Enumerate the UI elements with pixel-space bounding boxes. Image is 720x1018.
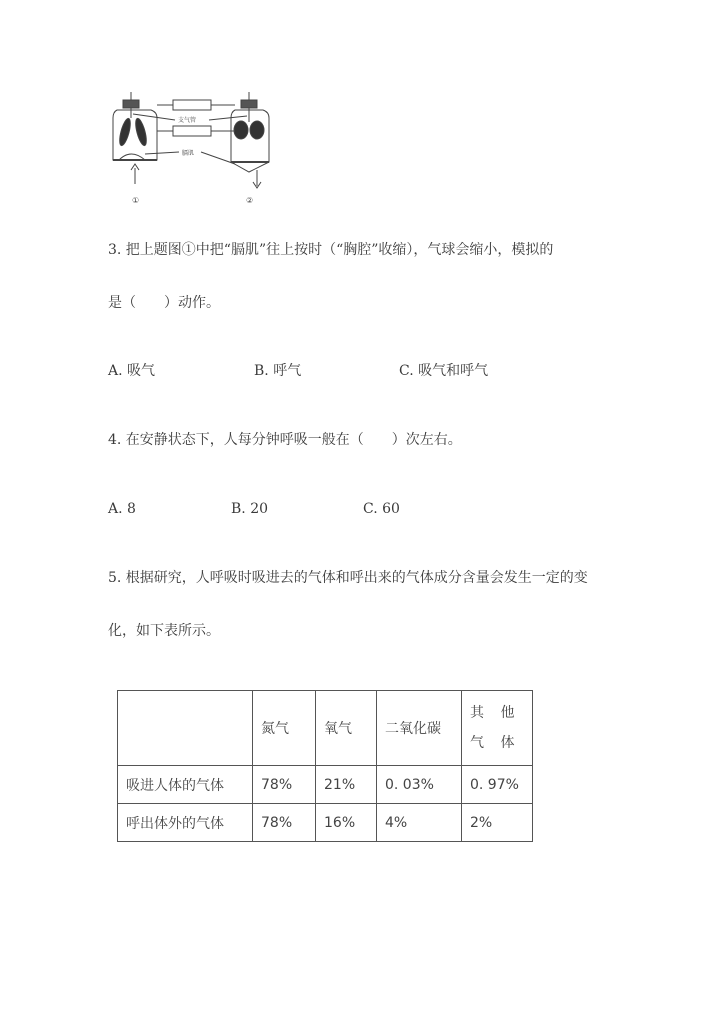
trachea-label: 支气管 — [178, 117, 197, 124]
cell-exhaled-nitrogen: 78% — [253, 804, 316, 842]
cell-inhaled-oxygen: 21% — [316, 766, 377, 804]
q4-stem: 4. 在安静状态下，人每分钟呼吸一般在（ ）次左右。 — [108, 432, 462, 448]
q5-stem-line2: 化，如下表所示。 — [108, 623, 220, 639]
lung-model-figure — [105, 92, 275, 210]
cell-inhaled-co2: 0. 03% — [377, 766, 462, 804]
row-label-exhaled: 呼出体外的气体 — [118, 804, 253, 842]
cell-exhaled-oxygen: 16% — [316, 804, 377, 842]
header-cell-co2: 二氧化碳 — [377, 691, 462, 766]
marker-2: ② — [246, 196, 254, 205]
header-cell-other-gases: 其 他 气 体 — [462, 691, 533, 766]
q4-option-b: B. 20 — [231, 501, 269, 517]
q5-stem-line1: 5. 根据研究，人呼吸时吸进去的气体和呼出来的气体成分含量会发生一定的变 — [108, 570, 588, 586]
table-header-row — [118, 691, 533, 766]
q4-option-a: A. 8 — [108, 501, 136, 517]
q3-option-a: A. 吸气 — [108, 363, 156, 379]
q3-option-c: C. 吸气和呼气 — [399, 363, 489, 379]
cell-inhaled-nitrogen: 78% — [253, 766, 316, 804]
header-cell-oxygen: 氧气 — [316, 691, 377, 766]
cell-inhaled-other: 0. 97% — [462, 766, 533, 804]
gas-composition-table — [117, 690, 533, 842]
diaphragm-label: 膈肌 — [182, 150, 195, 157]
header-cell-nitrogen: 氮气 — [253, 691, 316, 766]
marker-1: ① — [132, 196, 140, 205]
table-row — [118, 804, 533, 842]
header-cell-empty — [118, 691, 253, 766]
q4-option-c: C. 60 — [363, 501, 400, 517]
cell-exhaled-co2: 4% — [377, 804, 462, 842]
q3-stem-line1: 3. 把上题图①中把“膈肌”往上按时（“胸腔”收缩），气球会缩小，模拟的 — [108, 242, 554, 258]
table-row — [118, 766, 533, 804]
q3-option-b: B. 呼气 — [254, 363, 302, 379]
row-label-inhaled: 吸进人体的气体 — [118, 766, 253, 804]
cell-exhaled-other: 2% — [462, 804, 533, 842]
q3-stem-line2: 是（ ）动作。 — [108, 295, 220, 311]
